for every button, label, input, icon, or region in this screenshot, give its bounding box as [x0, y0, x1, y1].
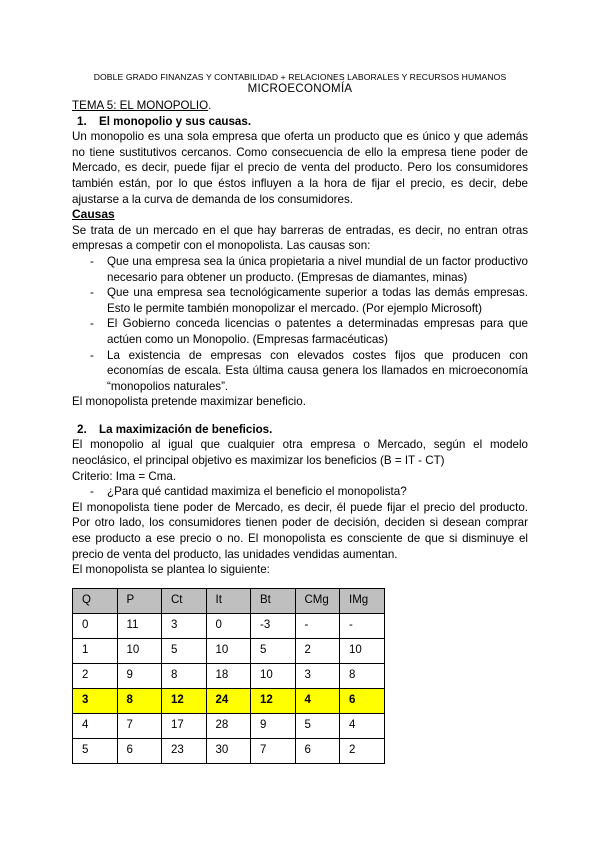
- table-cell: -: [340, 613, 385, 638]
- table-row: [73, 638, 385, 663]
- table-cell: 12: [162, 688, 207, 713]
- table-cell: 7: [117, 713, 162, 738]
- section1-heading: 1. El monopolio y sus causas.: [77, 114, 252, 128]
- table-cell: 3: [162, 613, 207, 638]
- section2-heading: 2. La maximización de beneficios.: [77, 422, 273, 436]
- section1-closing: El monopolista pretende maximizar beneficio.: [72, 395, 306, 409]
- table-header-cell: IMg: [340, 588, 385, 613]
- table-cell: 7: [251, 738, 296, 763]
- table-cell: 6: [117, 738, 162, 763]
- table-header-cell: CMg: [295, 588, 340, 613]
- section2-paragraph: El monopolista tiene poder de Mercado, es decir, él puede fijar el precio del producto. Por otro lado, los consumidores tienen poder de decisión, deciden si desean comprar ese producto a ese precio o no. El monopolista es consciente de que si disminuye el precio de venta del producto, las unidades vendidas aumentan.: [72, 500, 528, 561]
- table-cell: 28: [206, 713, 251, 738]
- table-cell: 5: [73, 738, 118, 763]
- table-cell: 5: [251, 638, 296, 663]
- table-cell: 8: [117, 688, 162, 713]
- table-cell: 11: [117, 613, 162, 638]
- causas-list: [72, 254, 528, 394]
- table-row-highlighted: [73, 688, 385, 713]
- table-row: [73, 663, 385, 688]
- table-row: [73, 738, 385, 763]
- table-cell: -: [295, 613, 340, 638]
- table-cell: 2: [340, 738, 385, 763]
- table-cell: 4: [73, 713, 118, 738]
- topic-title: TEMA 5: EL MONOPOLIO.: [72, 99, 212, 112]
- table-cell: 17: [162, 713, 207, 738]
- list-item: - El Gobierno conceda licencias o patentes a determinadas empresas para que actúen como un Monopolio. (Empresas farmacéuticas): [72, 316, 528, 347]
- monopoly-table: [72, 588, 385, 764]
- table-cell: 2: [73, 663, 118, 688]
- table-cell: 8: [162, 663, 207, 688]
- table-cell: 0: [73, 613, 118, 638]
- list-item: - ¿Para qué cantidad maximiza el beneficio el monopolista?: [72, 484, 528, 500]
- table-cell: 8: [340, 663, 385, 688]
- causas-intro: Se trata de un mercado en el que hay barreras de entradas, es decir, no entran otras empresas a competir con el monopolista. Las causas son:: [72, 223, 528, 253]
- table-cell: 10: [206, 638, 251, 663]
- table-cell: 1: [73, 638, 118, 663]
- table-cell: 12: [251, 688, 296, 713]
- table-cell: 6: [340, 688, 385, 713]
- table-row: [73, 613, 385, 638]
- section1-intro: Un monopolio es una sola empresa que oferta un producto que es único y que además no tiene sustitutivos cercanos. Como consecuencia de ello la empresa tiene poder de Mercado, es decir, puede fijar el precio de venta del producto. Pero los consumidores también están, por lo que éstos influyen a la hora de fijar el precio, es decir, debe ajustarse a la curva de demanda de los consumidores.: [72, 130, 528, 206]
- table-cell: 4: [295, 688, 340, 713]
- section2-paragraph: El monopolio al igual que cualquier otra empresa o Mercado, según el modelo neoclásico, el principal objetivo es maximizar los beneficios (B = IT - CT): [72, 438, 528, 468]
- table-cell: 9: [117, 663, 162, 688]
- table-row: [73, 713, 385, 738]
- header-subject: MICROECONOMÍA: [247, 83, 353, 95]
- document-body: [72, 98, 528, 764]
- table-cell: 6: [295, 738, 340, 763]
- table-cell: 10: [117, 638, 162, 663]
- table-cell: 18: [206, 663, 251, 688]
- table-cell: 23: [162, 738, 207, 763]
- table-cell: 0: [206, 613, 251, 638]
- table-cell: 4: [340, 713, 385, 738]
- list-item: - La existencia de empresas con elevados costes fijos que producen con economías de escala. Esta última causa genera los llamados en microeconomía “monopolios naturales”.: [72, 348, 528, 395]
- table-header-cell: Bt: [251, 588, 296, 613]
- table-header-cell: P: [117, 588, 162, 613]
- section2-lead-in: El monopolista se plantea lo siguiente:: [72, 563, 270, 577]
- table-cell: 5: [295, 713, 340, 738]
- list-item: - Que una empresa sea la única propietaria a nivel mundial de un factor productivo necesario para obtener un producto. (Empresas de diamantes, minas): [72, 254, 528, 285]
- table-cell: 2: [295, 638, 340, 663]
- table-cell: 9: [251, 713, 296, 738]
- question-list: [72, 484, 528, 500]
- criterio-line: Criterio: Ima = Cma.: [72, 469, 177, 483]
- table-cell: 5: [162, 638, 207, 663]
- table-header-row: [73, 588, 385, 613]
- table-cell: -3: [251, 613, 296, 638]
- list-item: - Que una empresa sea tecnológicamente superior a todas las demás empresas. Esto le permite también monopolizar el mercado. (Por ejemplo Microsoft): [72, 285, 528, 316]
- table-header-cell: Q: [73, 588, 118, 613]
- causas-heading: Causas: [72, 207, 115, 222]
- table-cell: 3: [73, 688, 118, 713]
- header-degree: DOBLE GRADO FINANZAS Y CONTABILIDAD + RELACIONES LABORALES Y RECURSOS HUMANOS: [93, 72, 507, 82]
- table-header-cell: It: [206, 588, 251, 613]
- table-cell: 3: [295, 663, 340, 688]
- table-cell: 10: [251, 663, 296, 688]
- table-cell: 30: [206, 738, 251, 763]
- table-cell: 10: [340, 638, 385, 663]
- table-header-cell: Ct: [162, 588, 207, 613]
- table-cell: 24: [206, 688, 251, 713]
